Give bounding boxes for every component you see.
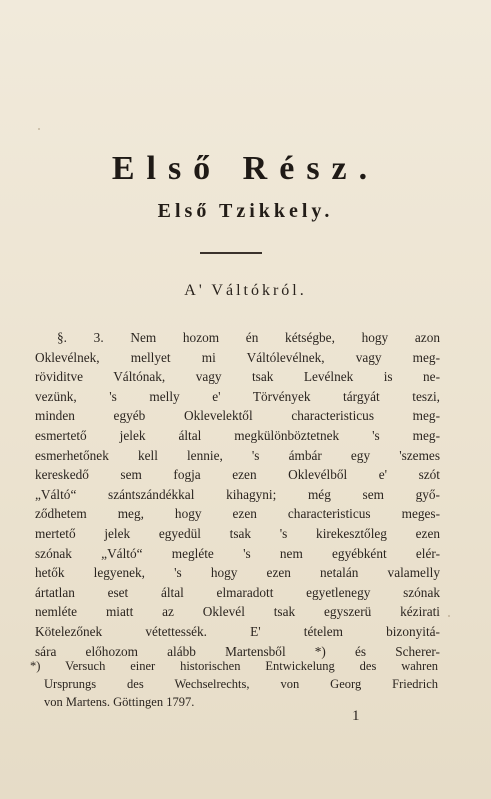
body-line: esmerhetőnek kell lennie, 's ámbár egy 'szemes — [35, 447, 440, 463]
body-line: Oklevélnek, mellyet mi Váltólevélnek, vagy meg- — [35, 349, 440, 365]
footnote — [30, 657, 438, 711]
body-line: Kötelezőnek vétettessék. E' tételem bizonyitá- — [35, 623, 440, 639]
body-line: „Váltó“ szántszándékkal kihagyni; még sem győ- — [35, 486, 440, 502]
footnote-line: Ursprungs des Wechselrechts, von Georg Friedrich — [44, 677, 438, 691]
body-line: esmertető jelek által megkülönböztetnek 's meg- — [35, 427, 440, 443]
body-line: minden egyéb Oklevelektől characteristicus meg- — [35, 408, 440, 424]
footnote-line: von Martens. Göttingen 1797. — [44, 695, 195, 709]
body-paragraph — [35, 328, 440, 661]
footnote-line: *) Versuch einer historischen Entwickelung des wahren — [30, 659, 438, 673]
body-line: ződhetem meg, hogy ezen characteristicus meges- — [35, 506, 440, 522]
body-line: sára előhozom alább Martensből *) és Scherer- — [35, 643, 440, 659]
page-number: 1 — [352, 708, 360, 724]
chapter-title: Első Tzikkely. — [157, 200, 334, 222]
part-title: Első Rész. — [111, 150, 380, 187]
body-line: nemléte miatt az Oklevél tsak egyszerü kézirati — [35, 604, 440, 620]
body-line: ártatlan eset által elmaradott egyetlenegy szónak — [35, 584, 440, 600]
body-line: vezünk, 's melly e' Törvények tárgyát teszi, — [35, 388, 440, 404]
body-line: röviditve Váltónak, vagy tsak Levélnek is ne- — [35, 369, 440, 385]
body-line: szónak „Váltó“ megléte 's nem egyébként elér- — [35, 545, 440, 561]
section-title: A' Váltókról. — [184, 282, 307, 299]
body-line: hetők legyenek, 's hogy ezen netalán valamelly — [35, 565, 440, 581]
body-line: §. 3. Nem hozom én kétségbe, hogy azon — [57, 330, 440, 345]
paper-spot — [448, 615, 450, 617]
body-line: kereskedő sem fogja ezen Oklevélből e' szót — [35, 467, 440, 483]
paper-spot — [38, 128, 40, 130]
ornamental-rule — [200, 252, 262, 254]
body-line: mertető jelek egyedül tsak 's kirekesztőleg ezen — [35, 525, 440, 541]
